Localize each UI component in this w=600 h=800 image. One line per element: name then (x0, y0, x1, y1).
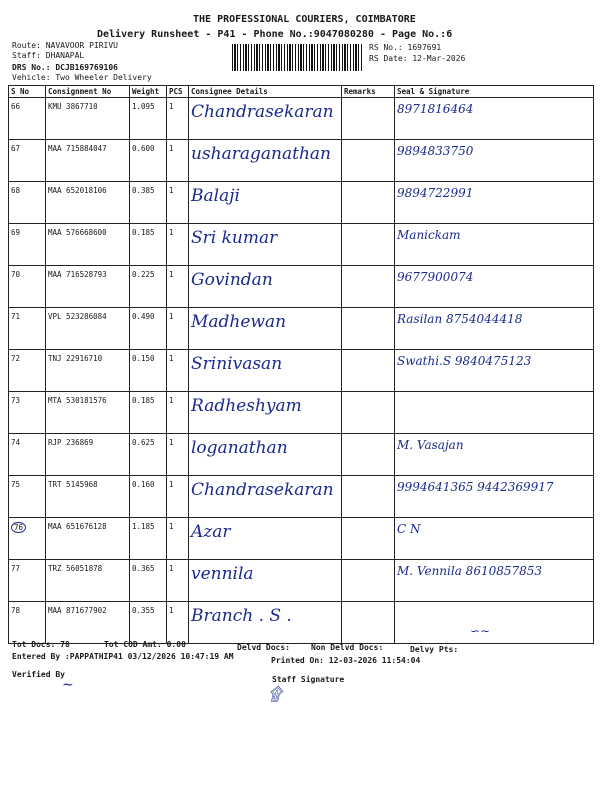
row-sno: 75 (9, 476, 46, 518)
table-row (9, 476, 594, 518)
row-signature: C N (395, 518, 594, 560)
row-pcs: 1 (167, 98, 189, 140)
row-remarks (342, 560, 395, 602)
row-signature: M. Vennila 8610857853 (395, 560, 594, 602)
row-consignee: Chandrasekaran (189, 476, 342, 518)
row-pcs: 1 (167, 182, 189, 224)
row-weight: 0.355 (130, 602, 167, 644)
row-signature (395, 392, 594, 434)
table-row (9, 560, 594, 602)
row-signature: Manickam (395, 224, 594, 266)
row-consignment: KMU 3867710 (46, 98, 130, 140)
table-row (9, 518, 594, 560)
row-remarks (342, 476, 395, 518)
row-consignment: MAA 652018106 (46, 182, 130, 224)
row-sno: 78 (9, 602, 46, 644)
non-delvd-docs: Non Delvd Docs: (311, 643, 384, 652)
table-row (9, 308, 594, 350)
row-weight: 0.225 (130, 266, 167, 308)
row-consignee: Radheshyam (189, 392, 342, 434)
row-weight: 0.150 (130, 350, 167, 392)
row-sno: 69 (9, 224, 46, 266)
row-remarks (342, 98, 395, 140)
row-pcs: 1 (167, 392, 189, 434)
row-signature: 9994641365 9442369917 (395, 476, 594, 518)
row-sno: 77 (9, 560, 46, 602)
rs-no: RS No.: 1697691 (369, 43, 442, 52)
row-consignee: Branch . S . (189, 602, 342, 644)
row-remarks (342, 182, 395, 224)
row-weight: 0.490 (130, 308, 167, 350)
row-consignee: Chandrasekaran (189, 98, 342, 140)
row-weight: 0.625 (130, 434, 167, 476)
bottom-right-scribble: ∽∼ (470, 624, 491, 638)
row-weight: 0.600 (130, 140, 167, 182)
table-row (9, 434, 594, 476)
row-pcs: 1 (167, 140, 189, 182)
row-sno: 66 (9, 98, 46, 140)
row-sno: 73 (9, 392, 46, 434)
table-row (9, 392, 594, 434)
row-consignee: loganathan (189, 434, 342, 476)
verified-signature-mark: ∼ (62, 677, 74, 693)
entered-by: Entered By :PAPPATHIP41 03/12/2026 10:47:19 AM (12, 652, 234, 661)
company-title: THE PROFESSIONAL COURIERS, COIMBATORE (193, 14, 416, 25)
col-consignment: Consignment No (46, 86, 130, 98)
row-sno (9, 518, 46, 560)
row-signature: Rasilan 8754044418 (395, 308, 594, 350)
col-remarks: Remarks (342, 86, 395, 98)
row-signature: 9894833750 (395, 140, 594, 182)
row-weight: 1.185 (130, 518, 167, 560)
row-sno: 70 (9, 266, 46, 308)
row-consignment: MAA 651676128 (46, 518, 130, 560)
row-signature: Swathi.S 9840475123 (395, 350, 594, 392)
row-sno: 71 (9, 308, 46, 350)
verified-by: Verified By (12, 670, 65, 679)
row-weight: 1.095 (130, 98, 167, 140)
row-remarks (342, 434, 395, 476)
table-row (9, 266, 594, 308)
row-sno: 67 (9, 140, 46, 182)
circled-sno: 76 (11, 522, 26, 533)
row-remarks (342, 224, 395, 266)
rs-date: RS Date: 12-Mar-2026 (369, 54, 466, 63)
row-pcs: 1 (167, 518, 189, 560)
row-pcs: 1 (167, 224, 189, 266)
table-row (9, 98, 594, 140)
row-weight: 0.185 (130, 392, 167, 434)
row-sno: 72 (9, 350, 46, 392)
row-weight: 0.385 (130, 182, 167, 224)
tot-cod: Tot COD Amt: 0.00 (104, 640, 186, 649)
row-consignee: Madhewan (189, 308, 342, 350)
staff-signature: Staff Signature (272, 675, 345, 684)
row-pcs: 1 (167, 602, 189, 644)
row-consignment: VPL 523286084 (46, 308, 130, 350)
row-pcs: 1 (167, 476, 189, 518)
row-pcs: 1 (167, 266, 189, 308)
col-weight: Weight (130, 86, 167, 98)
row-consignment: MAA 715884047 (46, 140, 130, 182)
row-remarks (342, 266, 395, 308)
row-remarks (342, 350, 395, 392)
row-consignment: MAA 871677902 (46, 602, 130, 644)
row-consignee: Balaji (189, 182, 342, 224)
row-consignment: RJP 236869 (46, 434, 130, 476)
row-signature: 8971816464 (395, 98, 594, 140)
table-row (9, 224, 594, 266)
printed-on: Printed On: 12-03-2026 11:54:04 (271, 656, 421, 665)
table-row (9, 140, 594, 182)
staff-signature-mark: ۩ (268, 684, 282, 705)
row-consignment: MAA 716528793 (46, 266, 130, 308)
row-remarks (342, 140, 395, 182)
row-weight: 0.365 (130, 560, 167, 602)
row-consignment: TRZ 56051878 (46, 560, 130, 602)
col-consignee: Consignee Details (189, 86, 342, 98)
row-weight: 0.160 (130, 476, 167, 518)
table-row (9, 182, 594, 224)
runsheet-title: Delivery Runsheet - P41 - Phone No.:9047080280 - Page No.:6 (97, 29, 453, 40)
table-row (9, 602, 594, 644)
table-row (9, 350, 594, 392)
row-consignee: Sri kumar (189, 224, 342, 266)
row-signature (395, 602, 594, 644)
row-consignee: usharaganathan (189, 140, 342, 182)
row-consignment: MAA 576668600 (46, 224, 130, 266)
delvd-docs: Delvd Docs: (237, 643, 290, 652)
row-pcs: 1 (167, 560, 189, 602)
row-signature: 9894722991 (395, 182, 594, 224)
vehicle: Vehicle: Two Wheeler Delivery (12, 73, 152, 82)
row-sno: 68 (9, 182, 46, 224)
row-weight: 0.185 (130, 224, 167, 266)
runsheet-table (8, 85, 594, 644)
row-consignee: Azar (189, 518, 342, 560)
row-sno: 74 (9, 434, 46, 476)
row-signature: 9677900074 (395, 266, 594, 308)
staff: Staff: DHANAPAL (12, 51, 85, 60)
row-consignment: TNJ 22916710 (46, 350, 130, 392)
delvy-pts: Delvy Pts: (410, 645, 459, 654)
table-header-row (9, 86, 594, 98)
row-pcs: 1 (167, 308, 189, 350)
route: Route: NAVAVOOR PIRIVU (12, 41, 118, 50)
row-consignment: TRT 5145968 (46, 476, 130, 518)
col-sno: S No (9, 86, 46, 98)
row-remarks (342, 602, 395, 644)
row-consignee: Govindan (189, 266, 342, 308)
row-pcs: 1 (167, 350, 189, 392)
col-signature: Seal & Signature (395, 86, 594, 98)
row-signature: M. Vasajan (395, 434, 594, 476)
tot-docs: Tot Docs: 78 (12, 640, 70, 649)
col-pcs: PCS (167, 86, 189, 98)
barcode-image (232, 44, 362, 71)
row-consignee: Srinivasan (189, 350, 342, 392)
row-consignment: MTA 530181576 (46, 392, 130, 434)
row-consignee: vennila (189, 560, 342, 602)
drs-no: DRS No.: DCJB169769106 (12, 63, 118, 72)
row-remarks (342, 518, 395, 560)
row-remarks (342, 392, 395, 434)
row-pcs: 1 (167, 434, 189, 476)
row-remarks (342, 308, 395, 350)
